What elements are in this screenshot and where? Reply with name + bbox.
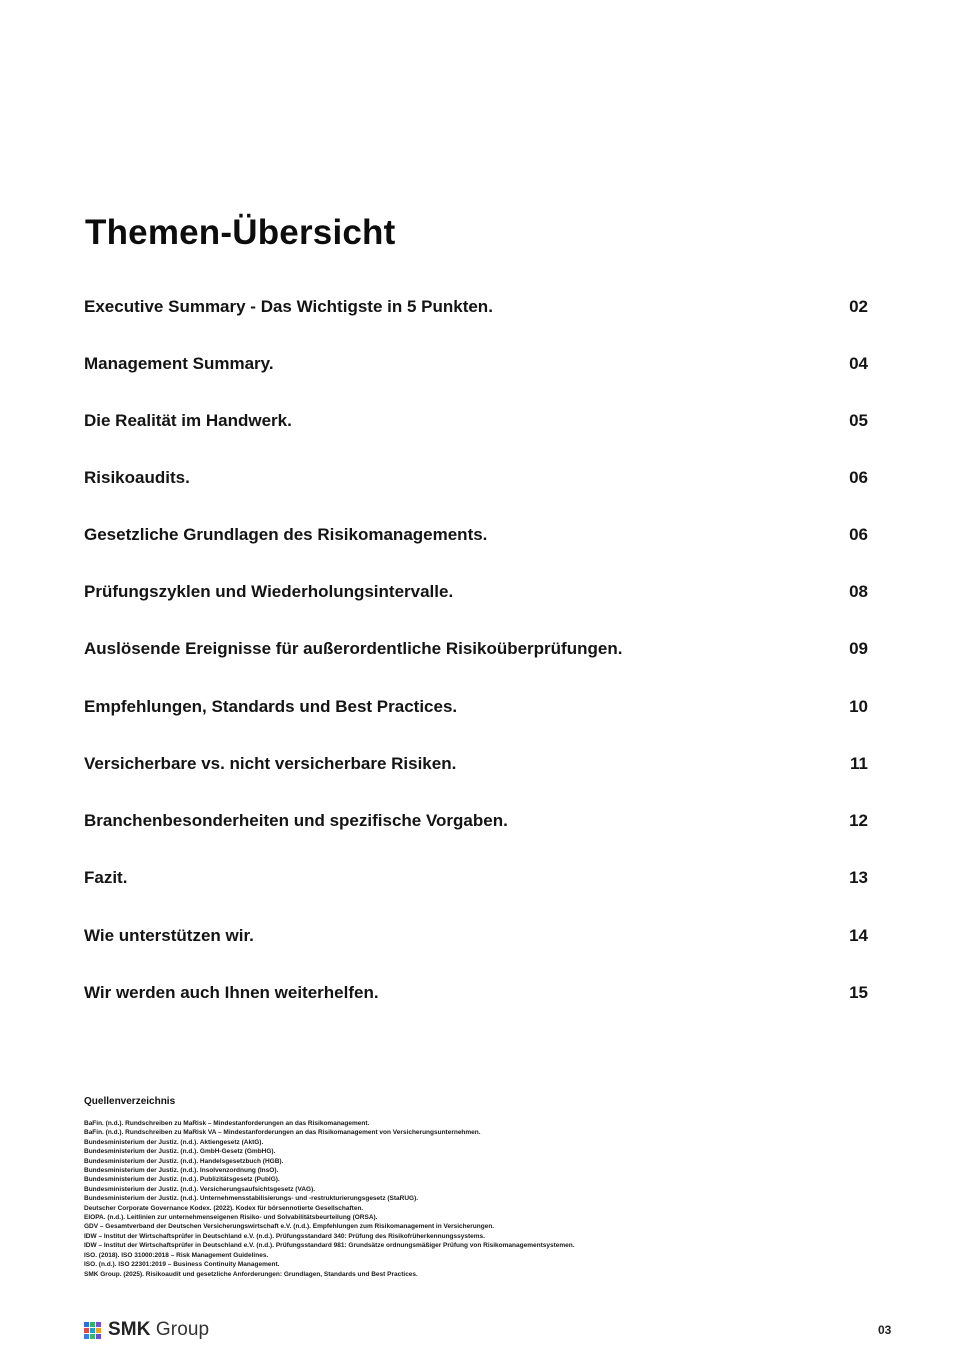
- toc-item-label: Die Realität im Handwerk.: [84, 411, 292, 430]
- company-logo: [84, 1320, 209, 1340]
- source-entry: GDV – Gesamtverband der Deutschen Versicherungswirtschaft e.V. (n.d.). Empfehlungen zum Risikomanagement in Versicherungen.: [84, 1223, 495, 1231]
- page-title: Themen-Übersicht: [85, 213, 396, 252]
- toc-item-page: 04: [849, 354, 868, 373]
- source-entry: ISO. (2018). ISO 31000:2018 – Risk Management Guidelines.: [84, 1251, 269, 1259]
- toc-item-label: Fazit.: [84, 868, 128, 887]
- toc-item-page: 12: [849, 811, 868, 830]
- toc-item-label: Gesetzliche Grundlagen des Risikomanagements.: [84, 525, 488, 544]
- toc-item-label: Empfehlungen, Standards und Best Practices.: [84, 697, 458, 716]
- source-entry: SMK Group. (2025). Risikoaudit und gesetzliche Anforderungen: Grundlagen, Standards und Best Practices.: [84, 1270, 418, 1278]
- toc-item-label: Versicherbare vs. nicht versicherbare Risiken.: [84, 754, 457, 773]
- toc-item-label: Risikoaudits.: [84, 468, 190, 487]
- source-entry: BaFin. (n.d.). Rundschreiben zu MaRisk VA – Mindestanforderungen an das Risikomanagement von Versicherungsunternehmen.: [84, 1129, 481, 1137]
- toc-item-page: 09: [849, 639, 868, 658]
- source-entry: ISO. (n.d.). ISO 22301:2019 – Business Continuity Management.: [84, 1261, 280, 1269]
- sources-heading: Quellenverzeichnis: [84, 1096, 176, 1107]
- toc-item[interactable]: [84, 523, 868, 547]
- logo-text-bold: SMK: [108, 1319, 151, 1340]
- toc-item-page: 13: [849, 868, 868, 887]
- toc-item-page: 10: [849, 697, 868, 716]
- toc-item-label: Wir werden auch Ihnen weiterhelfen.: [84, 983, 379, 1002]
- logo-square: [90, 1328, 95, 1333]
- logo-square: [84, 1322, 89, 1327]
- toc-item-page: 06: [849, 468, 868, 487]
- toc-item-page: 06: [849, 525, 868, 544]
- source-entry: Deutscher Corporate Governance Kodex. (2022). Kodex für börsennotierte Gesellschaften.: [84, 1204, 364, 1212]
- toc-item[interactable]: [84, 295, 868, 319]
- toc-item-page: 05: [849, 411, 868, 430]
- toc-item-page: 11: [850, 754, 868, 773]
- logo-square: [90, 1334, 95, 1339]
- toc-item-label: Prüfungszyklen und Wiederholungsintervalle.: [84, 582, 454, 601]
- toc-item[interactable]: [84, 352, 868, 376]
- toc-item[interactable]: [84, 637, 868, 661]
- toc-item[interactable]: [84, 695, 868, 719]
- source-entry: Bundesministerium der Justiz. (n.d.). Aktiengesetz (AktG).: [84, 1138, 264, 1146]
- toc-item-page: 02: [849, 297, 868, 316]
- source-entry: Bundesministerium der Justiz. (n.d.). GmbH-Gesetz (GmbHG).: [84, 1148, 276, 1156]
- toc-item-label: Branchenbesonderheiten und spezifische Vorgaben.: [84, 811, 508, 830]
- toc-item[interactable]: [84, 580, 868, 604]
- sources-list: [84, 1119, 904, 1279]
- logo-square: [84, 1328, 89, 1333]
- toc-item-label: Management Summary.: [84, 354, 274, 373]
- source-entry: Bundesministerium der Justiz. (n.d.). Unternehmensstabilisierungs- und -restrukturierungsgesetz (StaRUG).: [84, 1195, 419, 1203]
- sources-section: [84, 1096, 904, 1279]
- source-entry: IDW – Institut der Wirtschaftsprüfer in Deutschland e.V. (n.d.). Prüfungsstandard 981: Grundsätze ordnungsmäßiger Prüfung von Risikomanagementsystemen.: [84, 1242, 575, 1250]
- toc-item-label: Auslösende Ereignisse für außerordentliche Risikoüberprüfungen.: [84, 639, 623, 658]
- toc-item-page: 15: [849, 983, 868, 1002]
- logo-square: [84, 1334, 89, 1339]
- toc-item-label: Wie unterstützen wir.: [84, 926, 254, 945]
- toc-item[interactable]: [84, 866, 868, 890]
- source-entry: BaFin. (n.d.). Rundschreiben zu MaRisk – Mindestanforderungen an das Risikomanagement.: [84, 1120, 370, 1127]
- source-entry: Bundesministerium der Justiz. (n.d.). Insolvenzordnung (InsO).: [84, 1167, 279, 1175]
- toc-item-label: Executive Summary - Das Wichtigste in 5 Punkten.: [84, 297, 493, 316]
- toc-item[interactable]: [84, 466, 868, 490]
- toc-item[interactable]: [84, 809, 868, 833]
- logo-square: [96, 1322, 101, 1327]
- toc-item[interactable]: [84, 752, 868, 776]
- source-entry: Bundesministerium der Justiz. (n.d.). Publizitätsgesetz (PublG).: [84, 1176, 280, 1184]
- logo-square: [96, 1328, 101, 1333]
- logo-square: [96, 1334, 101, 1339]
- toc-item[interactable]: [84, 981, 868, 1005]
- toc-item[interactable]: [84, 924, 868, 948]
- source-entry: EIOPA. (n.d.). Leitlinien zur unternehmenseigenen Risiko- und Solvabilitätsbeurteilung (ORSA).: [84, 1214, 378, 1222]
- source-entry: Bundesministerium der Justiz. (n.d.). Versicherungsaufsichtsgesetz (VAG).: [84, 1185, 316, 1193]
- grid-logo-icon: [84, 1322, 101, 1339]
- logo-text-light: Group: [150, 1319, 210, 1340]
- source-entry: Bundesministerium der Justiz. (n.d.). Handelsgesetzbuch (HGB).: [84, 1157, 284, 1165]
- toc-item[interactable]: [84, 409, 868, 433]
- source-entry: IDW – Institut der Wirtschaftsprüfer in Deutschland e.V. (n.d.). Prüfungsstandard 340: Prüfung des Risikofrüherkennungssystems.: [84, 1232, 485, 1240]
- toc-item-page: 14: [849, 926, 868, 945]
- logo-wordmark: [108, 1319, 209, 1341]
- toc-item-page: 08: [849, 582, 868, 601]
- logo-square: [90, 1322, 95, 1327]
- page-number: 03: [878, 1323, 892, 1337]
